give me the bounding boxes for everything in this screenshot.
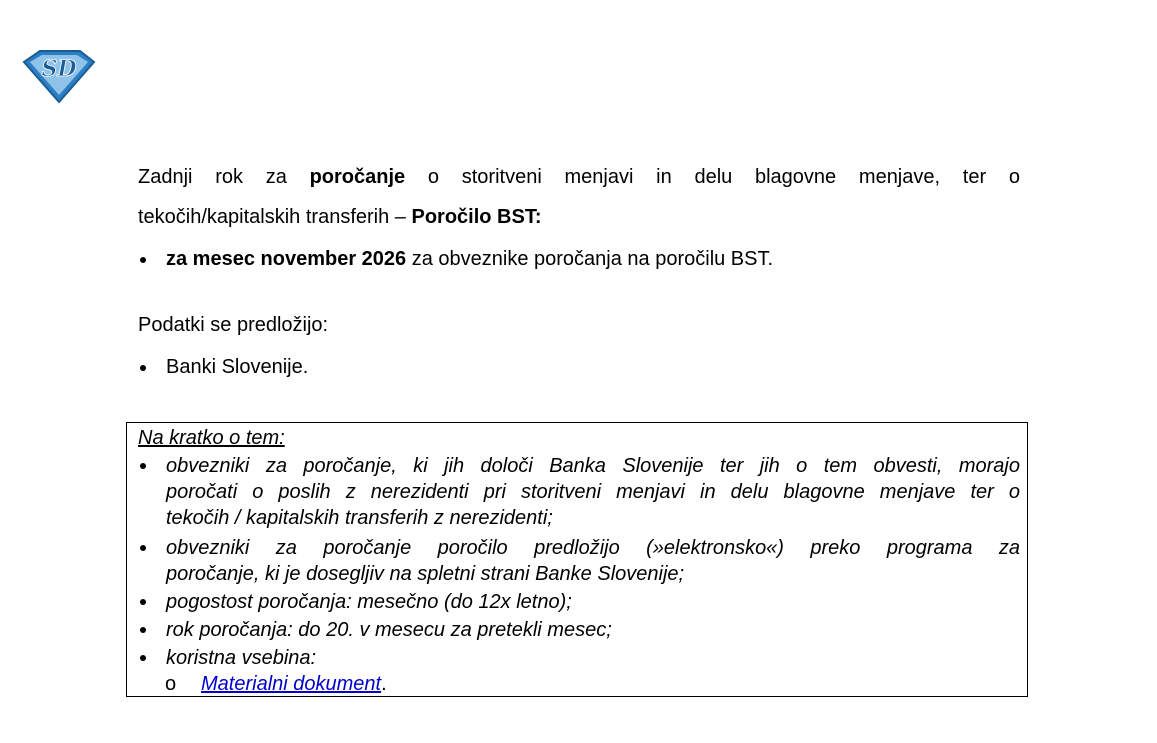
summary-item: obvezniki za poročanje, ki jih določi Banka Slovenije ter jih o tem obvesti, morajo poročati o poslih z nerezidenti pri storitveni menjavi in delu blagovne menjave ter o tekočih / kapitalskih transferih z nerezidenti; [166,455,1020,529]
summary-item: obvezniki za poročanje poročilo predložijo (»elektronsko«) preko programa za poročanje, ki je dosegljiv na spletni strani Banke Slovenije; [166,537,1020,585]
materialni-dokument-link[interactable]: Materialni dokument [201,673,382,695]
summary-item: rok poročanja: do 20. v mesecu za pretekli mesec; [166,619,612,641]
summary-box [126,422,1028,697]
summary-item: koristna vsebina: [166,647,317,669]
bold-porocanje: poročanje [309,166,406,188]
deadline-line-1: Zadnji rok za poročanje o storitveni menjavi in delu blagovne menjave, ter o [138,166,1020,188]
sub-item: o Materialni dokument. [165,673,387,695]
sd-logo [22,48,96,104]
submit-label: Podatki se predložijo: [138,314,329,336]
logo-lettering: SD [41,56,77,82]
submit-bullet: Banki Slovenije. [166,356,309,378]
month-label: za mesec november 2026 [166,248,407,270]
deadline-line-2: tekočih/kapitalskih transferih – Poročilo BST: [138,206,542,228]
deadline-bullet: za mesec november 2026 za obveznike poročanja na poročilu BST. [166,248,774,270]
summary-item: pogostost poročanja: mesečno (do 12x letno); [166,591,572,613]
summary-title: Na kratko o tem: [138,427,285,449]
report-name: Poročilo BST: [411,206,542,228]
sub-bullet-marker: o [165,673,177,695]
